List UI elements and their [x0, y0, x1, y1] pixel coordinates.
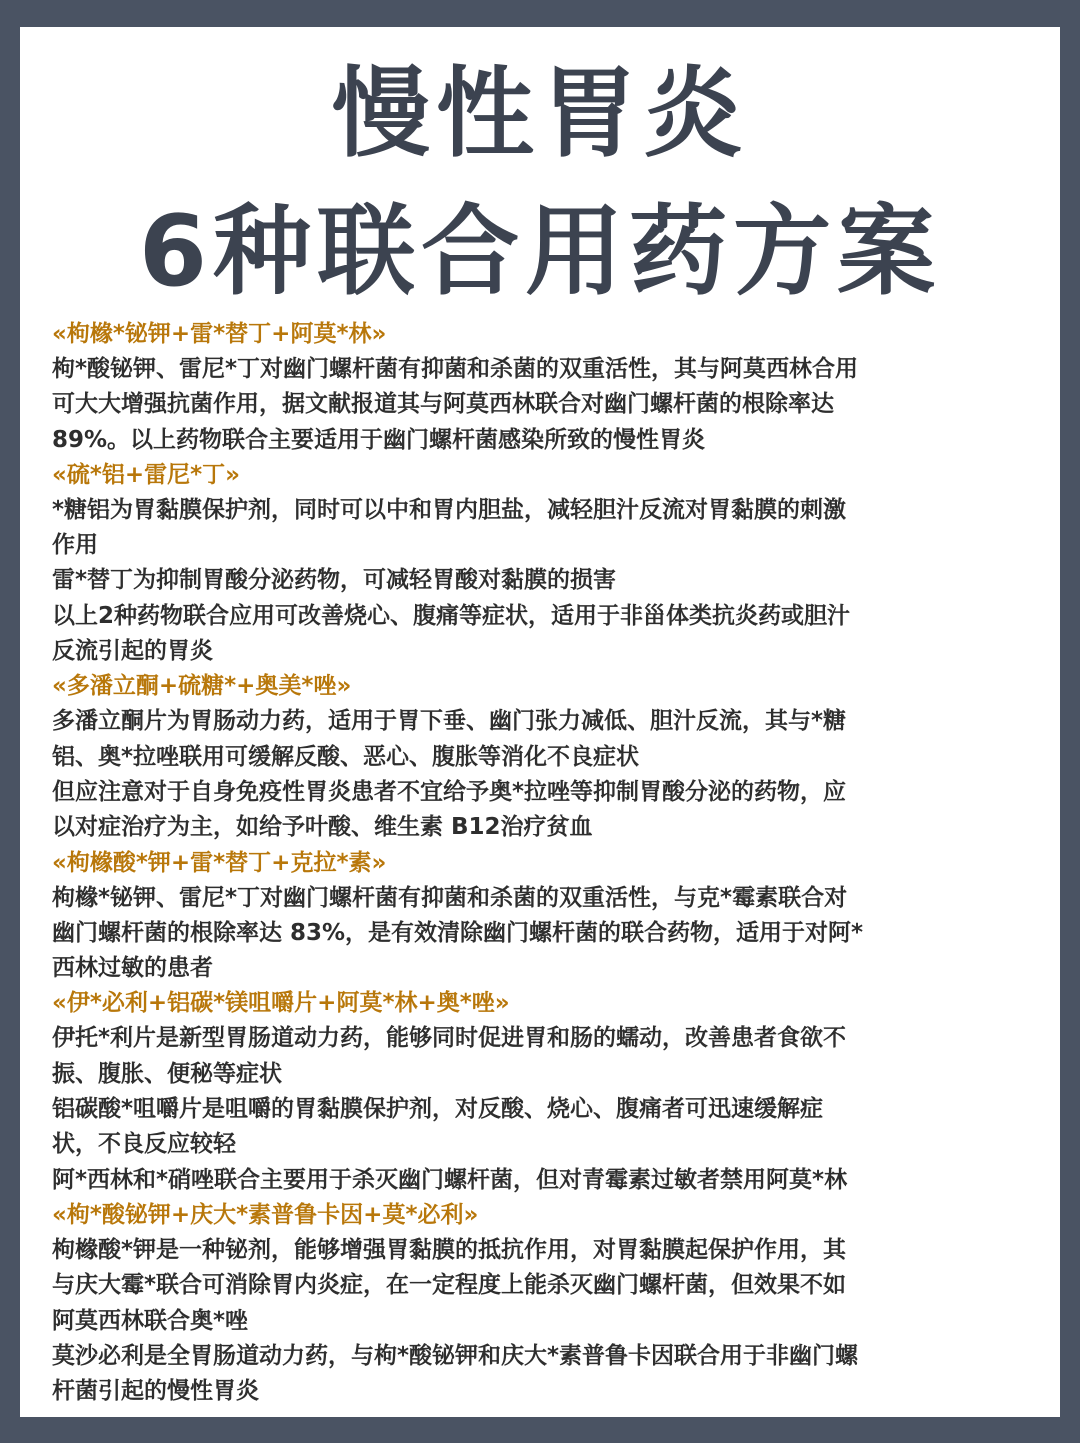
body-line: 幽门螺杆菌的根除率达 83%，是有效清除幽门螺杆菌的联合药物，适用于对阿* [52, 919, 864, 946]
body-line: 枸橼*铋钾、雷尼*丁对幽门螺杆菌有抑菌和杀菌的双重活性，与克*霉素联合对 [52, 884, 848, 911]
body-line: 反流引起的胃炎 [52, 638, 213, 665]
regimen-heading: «伊*必利+铝碳*镁咀嚼片+阿莫*林+奥*唑» [52, 990, 510, 1017]
body-line: 与庆大霉*联合可消除胃内炎症，在一定程度上能杀灭幽门螺杆菌，但效果不如 [52, 1272, 847, 1299]
body-line: 多潘立酮片为胃肠动力药，适用于胃下垂、幽门张力减低、胆汁反流，其与*糖 [52, 708, 847, 735]
body-line: 振、腹胀、便秘等症状 [52, 1060, 282, 1087]
body-line: 以上2种药物联合应用可改善烧心、腹痛等症状，适用于非甾体类抗炎药或胆汁 [52, 602, 851, 629]
body-line: 铝碳酸*咀嚼片是咀嚼的胃黏膜保护剂，对反酸、烧心、腹痛者可迅速缓解症 [52, 1096, 824, 1123]
regimen-section-4 [52, 846, 1052, 987]
body-line: 铝、奥*拉唑联用可缓解反酸、恶心、腹胀等消化不良症状 [52, 743, 640, 770]
regimen-heading: «多潘立酮+硫糖*+奥美*唑» [52, 673, 352, 700]
body-line: 西林过敏的患者 [52, 955, 213, 982]
body-line: *糖铝为胃黏膜保护剂，同时可以中和胃内胆盐，减轻胆汁反流对胃黏膜的刺激 [52, 496, 847, 523]
body-line: 雷*替丁为抑制胃酸分泌药物，可减轻胃酸对黏膜的损害 [52, 567, 617, 594]
body-line: 杆菌引起的慢性胃炎 [52, 1378, 259, 1405]
body-line: 作用 [52, 532, 98, 559]
body-line: 阿*西林和*硝唑联合主要用于杀灭幽门螺杆菌，但对青霉素过敏者禁用阿莫*林 [52, 1166, 848, 1193]
body-line: 可大大增强抗菌作用，据文献报道其与阿莫西林联合对幽门螺杆菌的根除率达 [52, 391, 834, 418]
body-line: 枸*酸铋钾、雷尼*丁对幽门螺杆菌有抑菌和杀菌的双重活性，其与阿莫西林合用 [52, 356, 859, 382]
regimen-heading: «枸橼酸*钾+雷*替丁+克拉*素» [52, 849, 387, 876]
regimen-section-6 [52, 1198, 1052, 1409]
regimen-section-5 [52, 986, 1052, 1197]
body-line: 但应注意对于自身免疫性胃炎患者不宜给予奥*拉唑等抑制胃酸分泌的药物，应 [52, 778, 847, 805]
regimen-section-2 [52, 458, 1052, 669]
body-line: 伊托*利片是新型胃肠道动力药，能够同时促进胃和肠的蠕动，改善患者食欲不 [52, 1025, 847, 1052]
article-card [20, 27, 1060, 1417]
body-line: 枸橼酸*钾是一种铋剂，能够增强胃黏膜的抵抗作用，对胃黏膜起保护作用，其 [52, 1236, 847, 1263]
body-line: 阿莫西林联合奥*唑 [52, 1307, 249, 1334]
title-block [20, 27, 1060, 327]
regimen-heading: «枸橼*铋钾+雷*替丁+阿莫*林» [52, 321, 387, 347]
article-body [52, 317, 1052, 1409]
title-line-2: 6种联合用药方案 [138, 195, 942, 309]
body-line: 状，不良反应较轻 [52, 1131, 236, 1158]
body-line: 89%。以上药物联合主要适用于幽门螺杆菌感染所致的慢性胃炎 [52, 426, 706, 453]
regimen-heading: «硫*铝+雷尼*丁» [52, 461, 241, 488]
body-line: 以对症治疗为主，如给予叶酸、维生素 B12治疗贫血 [52, 814, 593, 841]
regimen-heading: «枸*酸铋钾+庆大*素普鲁卡因+莫*必利» [52, 1201, 479, 1228]
regimen-section-3 [52, 669, 1052, 845]
title-line-1: 慢性胃炎 [331, 57, 748, 171]
regimen-section-1 [52, 317, 1052, 458]
body-line: 莫沙必利是全胃肠道动力药，与枸*酸铋钾和庆大*素普鲁卡因联合用于非幽门螺 [52, 1342, 859, 1369]
